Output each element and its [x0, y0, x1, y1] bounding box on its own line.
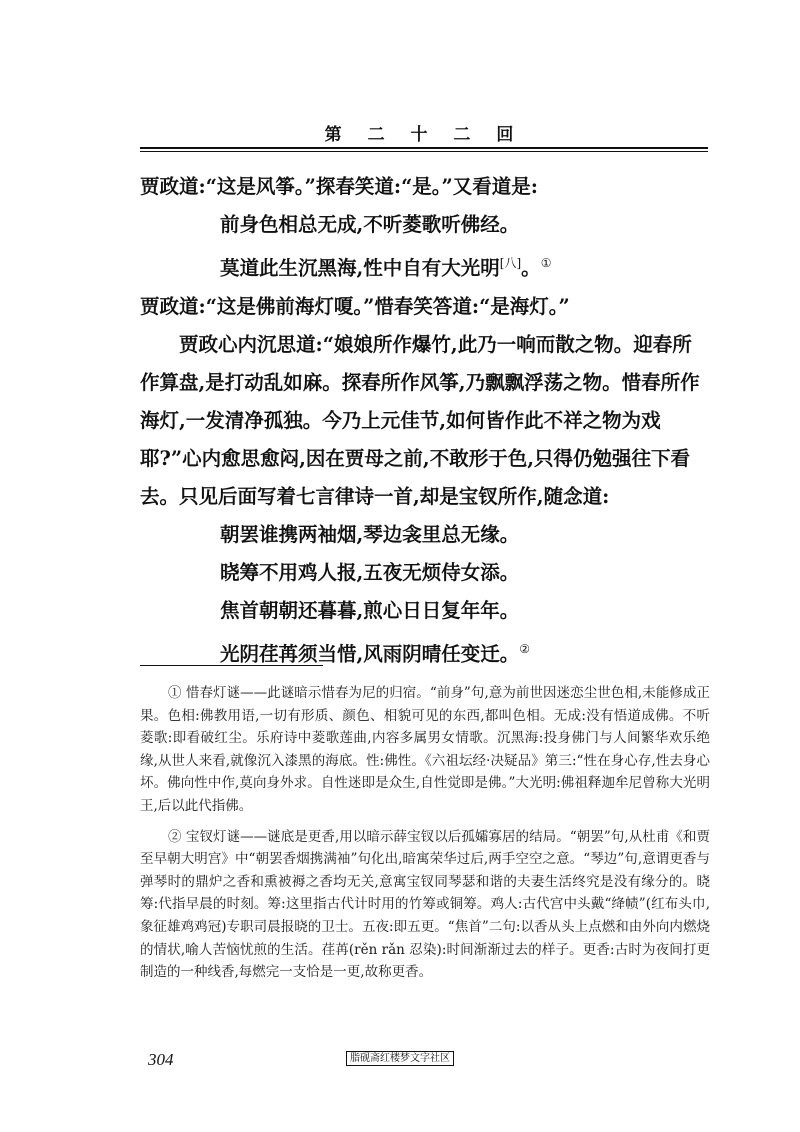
poem-line-text: 莫道此生沉黑海,性中自有大光明	[220, 256, 500, 280]
chapter-title: 第 二 十 二 回	[324, 125, 524, 145]
poem-line	[140, 630, 710, 674]
header-rule-thin	[140, 151, 708, 152]
poem-line: 焦首朝朝还暮暮,煎心日日复年年。	[220, 598, 520, 622]
footnote: ① 惜春灯谜——此谜暗示惜春为尼的归宿。“前身”句,意为前世因迷恋尘世色相,未能修成正果。色相:佛教用语,一切有形质、颜色、相貌可见的东西,都叫色相。无成:没有悟道成佛。不听菱歌:即看破红尘。乐府诗中菱歌莲曲,内容多属男女情歌。沉黑海:投身佛门与人间繁华欢乐绝缘,从世人来看,就像沉入漆黑的海底。性:佛性。《六祖坛经·决疑品》第三:“性在身心存,性去身心坏。佛向性中作,莫向身外求。自性迷即是众生,自性觉即是佛。”大光明:佛祖释迦牟尼曾称大光明王,后以此代指佛。	[140, 685, 710, 814]
bracket-note: [八]	[499, 256, 522, 270]
dialogue-line: 贾政道:“这是佛前海灯嗄。”惜春笑答道:“是海灯。”	[140, 294, 570, 318]
header-rule-thick	[140, 147, 708, 149]
poem-line: 朝罢谁携两袖烟,琴边衾里总无缘。	[220, 522, 520, 546]
footnote-marker: ①	[540, 256, 552, 270]
poem-line: 晓筹不用鸡人报,五夜无烦侍女添。	[220, 560, 520, 584]
footnote-separator	[140, 665, 323, 666]
footnotes	[140, 682, 710, 992]
poem-line	[140, 244, 710, 288]
page-number: 304	[148, 1050, 174, 1069]
dialogue-line: 贾政道:“这是风筝。”探春笑道:“是。”又看道是:	[140, 175, 538, 198]
footnote: ② 宝钗灯谜——谜底是更香,用以暗示薛宝钗以后孤孀寡居的结局。“朝罢”句,从杜甫《和贾至早朝大明宫》中“朝罢香烟携满袖”句化出,暗寓荣华过后,两手空空之意。“琴边”句,意谓更香与弹琴时的鼎炉之香和熏被褥之香均无关,意寓宝钗同琴瑟和谐的夫妻生活终究是没有缘分的。晓筹:代指早晨的时刻。筹:这里指古代计时用的竹筹或铜筹。鸡人:古代宫中头戴“绛帻”(红布头巾,象征雄鸡鸡冠)专职司晨报晓的卫士。五夜:即五更。“焦首”二句:以香从头上点燃和由外向内燃烧的情状,喻人苦恼忧煎的生活。荏苒(rěn rǎn 忍染):时间渐渐过去的样子。更香:古时为夜间打更制造的一种线香,每燃完一支恰是一更,故称更香。	[140, 828, 710, 981]
poem-line-text: 光阴荏苒须当惜,风雨阴晴任变迁。	[220, 642, 520, 665]
poem-line-end: 。	[521, 256, 541, 280]
watermark-stamp: 脂砚斋红楼梦文字社区	[346, 1051, 454, 1066]
poem-line: 前身色相总无成,不听菱歌听佛经。	[220, 213, 520, 236]
paragraph: 贾政心内沉思道:“娘娘所作爆竹,此乃一响而散之物。迎春所作算盘,是打动乱如麻。探春所作风筝,乃飘飘浮荡之物。惜春所作海灯,一发清净孤独。今乃上元佳节,如何皆作此不祥之物为戏耶?”心内愈思愈闷,因在贾母之前,不敢形于色,只得仍勉强往下看去。只见后面写着七言律诗一首,却是宝钗所作,随念道:	[140, 332, 700, 508]
footnote-marker: ②	[519, 641, 531, 656]
body-text	[140, 168, 710, 673]
